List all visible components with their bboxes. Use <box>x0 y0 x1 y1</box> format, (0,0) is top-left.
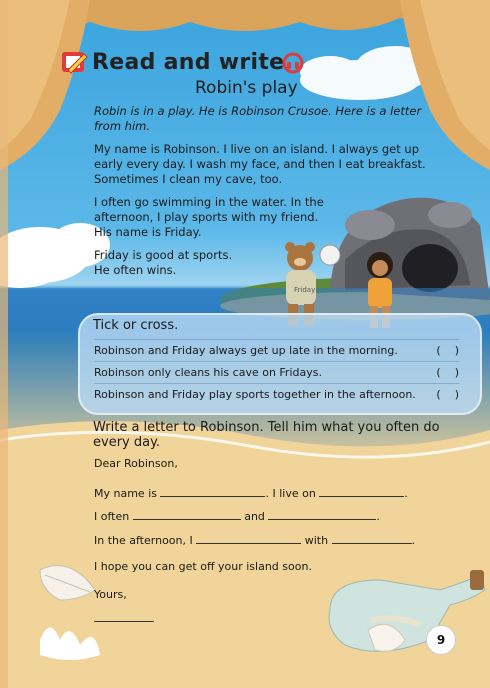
line-text: I often <box>94 510 130 523</box>
signature-line[interactable] <box>94 610 154 625</box>
answer-blank[interactable] <box>133 508 241 520</box>
tick-item-text: Robinson and Friday always get up late in the morning. <box>94 344 398 357</box>
line-text: My name is <box>94 487 157 500</box>
answer-box[interactable]: ( ) <box>436 388 459 401</box>
letter-signoff: Yours, <box>94 588 127 601</box>
answer-blank[interactable] <box>160 485 265 497</box>
line-text: with <box>304 534 329 547</box>
tick-item-text: Robinson and Friday play sports together in the afternoon. <box>94 388 416 401</box>
friday-shirt-label: Friday <box>294 286 316 294</box>
tick-item-2 <box>94 361 459 379</box>
letter-line-2: I often and . <box>94 510 380 523</box>
answer-blank[interactable] <box>332 532 412 544</box>
answer-blank[interactable] <box>94 610 154 622</box>
play-title: Robin's play <box>195 78 298 98</box>
page-number: 9 <box>426 625 456 655</box>
tick-item-text: Robinson only cleans his cave on Fridays. <box>94 366 322 379</box>
letter-salutation: Dear Robinson, <box>94 457 178 470</box>
tick-item-1 <box>94 339 459 357</box>
line-text: In the afternoon, I <box>94 534 193 547</box>
letter-closing-sentence: I hope you can get off your island soon. <box>94 560 312 573</box>
tick-or-cross-title: Tick or cross. <box>93 318 179 333</box>
writing-prompt: Write a letter to Robinson. Tell him what you often do every day. <box>93 420 440 450</box>
volleyball <box>320 245 340 265</box>
letter-line-3: In the afternoon, I with . <box>94 534 416 547</box>
intro-text: Robin is in a play. He is Robinson Crusoe. Here is a letter from him. <box>94 104 422 133</box>
answer-box[interactable]: ( ) <box>436 344 459 357</box>
audio-icon[interactable] <box>282 52 304 74</box>
line-text: . I live on <box>265 487 316 500</box>
letter-line-1: My name is . I live on . <box>94 487 408 500</box>
pencil-book-icon <box>60 48 90 76</box>
answer-blank[interactable] <box>268 508 376 520</box>
answer-box[interactable]: ( ) <box>436 366 459 379</box>
letter-paragraph-1: My name is Robinson. I live on an island. I always get up early every day. I wash my face, and then I eat breakfast. Sometimes I clean my cave, too. <box>94 142 426 186</box>
answer-blank[interactable] <box>319 485 404 497</box>
section-heading: Read and write <box>92 50 285 75</box>
letter-paragraph-3: Friday is good at sports. He often wins. <box>94 248 233 277</box>
letter-paragraph-2: I often go swimming in the water. In the afternoon, I play sports with my friend. His name is Friday. <box>94 195 324 239</box>
answer-blank[interactable] <box>196 532 301 544</box>
tick-item-3 <box>94 383 459 401</box>
line-text: and <box>244 510 265 523</box>
